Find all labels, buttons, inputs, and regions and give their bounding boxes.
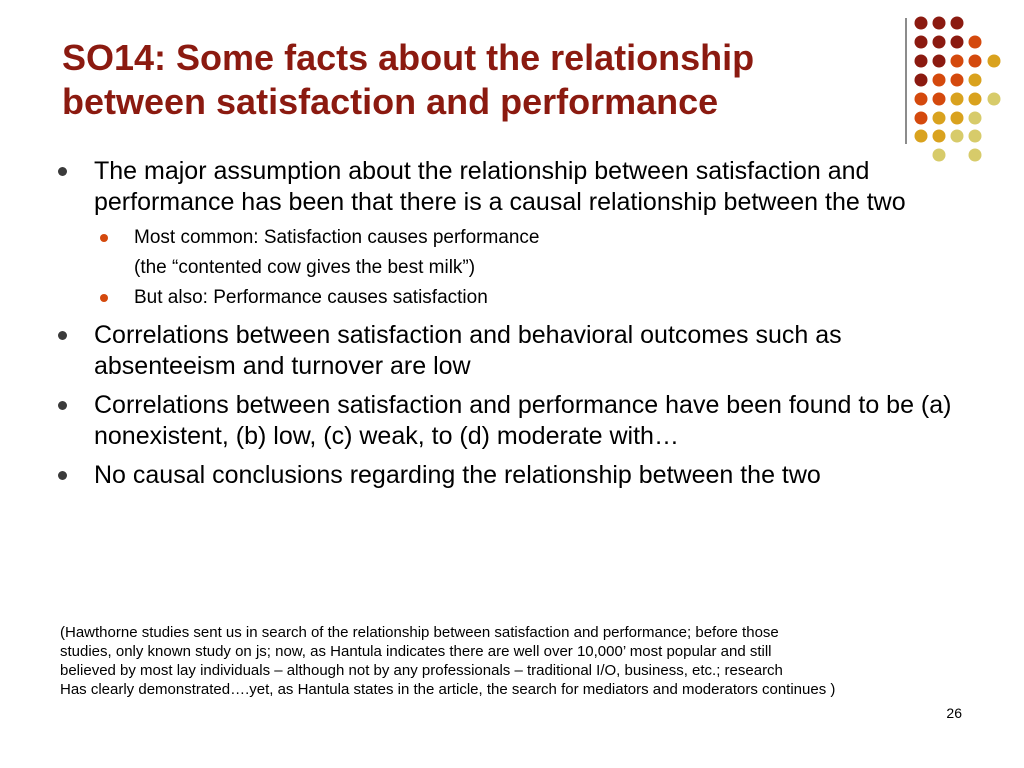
- dot: [969, 130, 982, 143]
- dot: [951, 17, 964, 30]
- dot: [933, 130, 946, 143]
- dot: [988, 93, 1001, 106]
- dot: [933, 74, 946, 87]
- dot: [915, 17, 928, 30]
- bullet-marker: [58, 331, 67, 340]
- sub-bullet-item: [94, 224, 956, 252]
- title-line-1: SO14: Some facts about the relationship: [62, 37, 755, 78]
- dot: [951, 130, 964, 143]
- footnote-line: believed by most lay individuals – although not by any professionals – traditional I/O, business, etc.; research: [60, 662, 783, 679]
- dot: [951, 55, 964, 68]
- title-line-2: between satisfaction and performance: [62, 81, 719, 122]
- slide-title: [62, 36, 882, 124]
- bullet-text: Correlations between satisfaction and performance have been found to be (a) nonexistent, (b) low, (c) weak, to (d) moderate with…: [94, 391, 952, 450]
- dot: [969, 74, 982, 87]
- dot: [933, 112, 946, 125]
- dot: [969, 93, 982, 106]
- sub-bullet-continuation: [94, 254, 956, 282]
- dot: [951, 36, 964, 49]
- footnote-line: Has clearly demonstrated….yet, as Hantula states in the article, the search for mediators and moderators continues ): [60, 681, 836, 698]
- bullet-marker: [58, 471, 67, 480]
- dot: [933, 36, 946, 49]
- bullet-text: No causal conclusions regarding the relationship between the two: [94, 461, 821, 489]
- bullet-marker: [58, 401, 67, 410]
- page-number: 26: [946, 705, 962, 721]
- dot: [915, 74, 928, 87]
- sub-bullet-text: But also: Performance causes satisfaction: [134, 287, 488, 308]
- dot: [915, 55, 928, 68]
- dot: [915, 112, 928, 125]
- dot: [988, 55, 1001, 68]
- dot: [933, 17, 946, 30]
- bullet-item: [56, 390, 956, 452]
- dot: [915, 36, 928, 49]
- dot: [951, 74, 964, 87]
- dot: [933, 93, 946, 106]
- sub-bullet-item: [94, 284, 956, 312]
- footnote-line: (Hawthorne studies sent us in search of the relationship between satisfaction and performance; before those: [60, 624, 779, 641]
- dot: [969, 55, 982, 68]
- sub-bullet-marker: [100, 234, 108, 242]
- dot: [969, 149, 982, 162]
- bullet-text: Correlations between satisfaction and behavioral outcomes such as absenteeism and turnover are low: [94, 321, 842, 380]
- footnote-line: studies, only known study on js; now, as Hantula indicates there are well over 10,000’ most popular and still: [60, 643, 772, 660]
- dot: [969, 36, 982, 49]
- footnote: [60, 623, 960, 699]
- bullet-marker: [58, 167, 67, 176]
- dot: [951, 93, 964, 106]
- sub-bullet-marker: [100, 294, 108, 302]
- sub-bullet-text: Most common: Satisfaction causes performance: [134, 227, 540, 248]
- bullet-list: [56, 156, 956, 499]
- bullet-item: [56, 320, 956, 382]
- dot: [951, 112, 964, 125]
- sub-bullet-text: (the “contented cow gives the best milk”): [134, 257, 476, 278]
- dot: [915, 93, 928, 106]
- dot: [933, 55, 946, 68]
- sub-bullet-list: [94, 224, 956, 312]
- bullet-text: The major assumption about the relationship between satisfaction and performance has been that there is a causal relationship between the two: [94, 157, 906, 216]
- bullet-item: [56, 156, 956, 312]
- dot: [915, 130, 928, 143]
- dot: [969, 112, 982, 125]
- bullet-item: [56, 460, 956, 491]
- decorative-divider: [905, 18, 907, 144]
